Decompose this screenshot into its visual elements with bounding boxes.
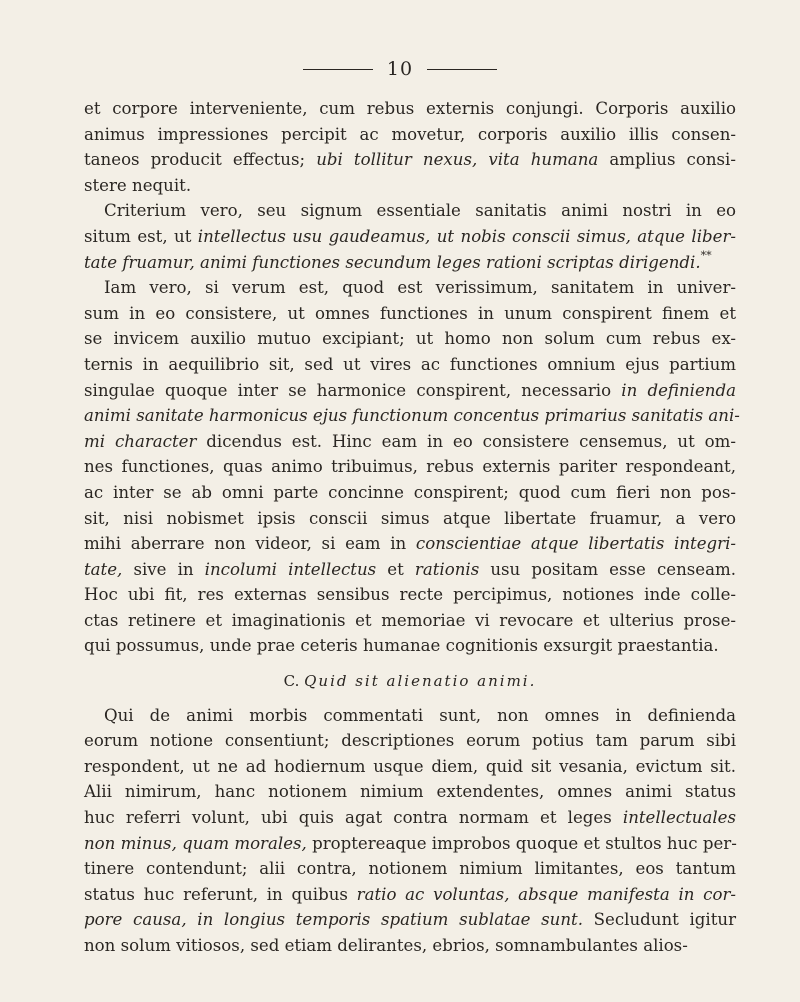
italic-run: in definienda	[621, 380, 736, 400]
text-run: sit, nisi nobismet ipsis conscii simus atque libertate fruamur, a vero	[84, 508, 736, 528]
text-run: ctas retinere et imaginationis et memoriae vi revocare et ulterius prose-	[84, 610, 736, 630]
text-line	[84, 933, 736, 959]
text-line	[84, 301, 736, 327]
text-line	[84, 429, 736, 455]
text-run: huc referri volunt, ubi quis agat contra normam et leges	[84, 808, 623, 828]
text-line	[84, 198, 736, 224]
text-line	[84, 250, 736, 276]
italic-run: intellectus usu gaudeamus, ut nobis conscii simus, atque liber-	[197, 226, 736, 246]
text-run: stere nequit.	[84, 175, 192, 195]
text-line	[84, 608, 736, 634]
text-line	[84, 96, 736, 122]
text-line	[84, 531, 736, 557]
text-line	[84, 506, 736, 532]
text-run: singulae quoque inter se harmonice conspirent, necessario	[84, 380, 622, 400]
text-run: Hoc ubi fit, res externas sensibus recte percipimus, notiones inde colle-	[84, 585, 736, 605]
text-line	[84, 754, 736, 780]
header-rule-right	[427, 69, 497, 70]
text-line	[84, 557, 736, 583]
text-run: ac inter se ab omni parte concinne conspirent; quod cum fieri non pos-	[84, 482, 736, 502]
text-run: et	[376, 559, 415, 579]
text-run: Criterium vero, seu signum essentiale sanitatis animi nostri in eo	[104, 201, 736, 221]
text-run: C.	[283, 672, 305, 691]
italic-run: incolumi intellectus	[204, 559, 377, 579]
italic-run: ubi tollitur nexus, vita humana	[316, 150, 599, 170]
text-run: amplius consi-	[598, 150, 736, 170]
text-line	[84, 454, 736, 480]
text-run: se invicem auxilio mutuo excipiant; ut homo non solum cum rebus ex-	[84, 329, 736, 349]
text-line	[84, 122, 736, 148]
text-line	[84, 352, 736, 378]
italic-run: Quid sit alienatio animi.	[304, 672, 537, 691]
italic-run: non minus, quam morales,	[84, 833, 307, 853]
italic-run: ratio ac voluntas, absque manifesta in cor-	[356, 884, 736, 904]
text-run: eorum notione consentiunt; descriptiones eorum potius tam parum sibi	[84, 731, 736, 751]
text-line	[84, 480, 736, 506]
text-run: usu positam esse censeam.	[479, 559, 736, 579]
text-run: Alii nimirum, hanc notionem nimium extendentes, omnes animi status	[84, 782, 736, 802]
text-line	[84, 147, 736, 173]
text-run: proptereaque improbos quoque et stultos huc per-	[306, 833, 737, 853]
text-line	[84, 633, 736, 659]
text-run: sum in eo consistere, ut omnes functiones in unum conspirent finem et	[84, 303, 736, 323]
italic-run: tate,	[84, 559, 123, 579]
text-run: situm est, ut	[84, 226, 198, 246]
text-run: et corpore interveniente, cum rebus externis conjungi. Corporis auxilio	[84, 99, 736, 118]
text-run: qui possumus, unde prae ceteris humanae cognitionis exsurgit praestantia.	[84, 636, 719, 656]
text-line	[84, 173, 736, 199]
text-run: dicendus est. Hinc eam in eo consistere censemus, ut om-	[196, 431, 736, 451]
text-run: taneos producit effectus;	[84, 150, 317, 170]
text-run: nes functiones, quas animo tribuimus, rebus externis pariter respondeant,	[84, 457, 736, 477]
text-line	[84, 403, 740, 429]
text-line	[84, 728, 736, 754]
text-run: sive in	[122, 559, 205, 579]
text-run: non solum vitiosos, sed etiam delirantes, ebrios, somnambulantes alios-	[84, 936, 688, 955]
footnote-mark: **	[700, 248, 712, 262]
text-run: animus impressiones percipit ac movetur, corporis auxilio illis consen-	[84, 124, 736, 144]
text-run: status huc referunt, in quibus	[84, 884, 357, 904]
italic-run: conscientiae atque libertatis integri-	[415, 534, 736, 554]
text-line	[84, 224, 736, 250]
text-run: ternis in aequilibrio sit, sed ut vires ac functiones omnium ejus partium	[84, 354, 736, 374]
text-run: Secludunt igitur	[583, 910, 737, 930]
section-heading	[84, 669, 736, 695]
text-line	[84, 831, 736, 857]
page-number: 10	[386, 58, 414, 80]
italic-run: intellectuales	[622, 808, 736, 828]
text-run: tinere contendunt; alii contra, notionem nimium limitantes, eos tantum	[84, 859, 736, 879]
italic-run: pore causa, in longius temporis spatium sublatae sunt.	[84, 910, 583, 930]
italic-run: tate fruamur, animi functiones secundum leges rationi scriptas dirigendi.	[84, 252, 701, 272]
text-line	[84, 779, 736, 805]
text-body	[84, 96, 740, 959]
header-rule-left	[303, 69, 373, 70]
text-line	[84, 378, 736, 404]
italic-run: mi character	[84, 431, 197, 451]
text-line	[84, 582, 736, 608]
italic-run: rationis	[414, 559, 480, 579]
text-run: Iam vero, si verum est, quod est verissimum, sanitatem in univer-	[104, 278, 736, 298]
text-line	[84, 703, 736, 729]
text-line	[84, 882, 736, 908]
text-line	[84, 907, 736, 933]
text-line	[84, 856, 736, 882]
text-run: Qui de animi morbis commentati sunt, non omnes in definienda	[104, 705, 736, 725]
page-header	[0, 58, 800, 80]
text-line	[84, 275, 736, 301]
text-line	[84, 805, 736, 831]
italic-run: animi sanitate harmonicus ejus functionum concentus primarius sanitatis ani-	[84, 406, 740, 426]
text-run: mihi aberrare non videor, si eam in	[84, 534, 416, 554]
text-run: respondent, ut ne ad hodiernum usque diem, quid sit vesania, evictum sit.	[84, 756, 736, 776]
text-line	[84, 326, 736, 352]
